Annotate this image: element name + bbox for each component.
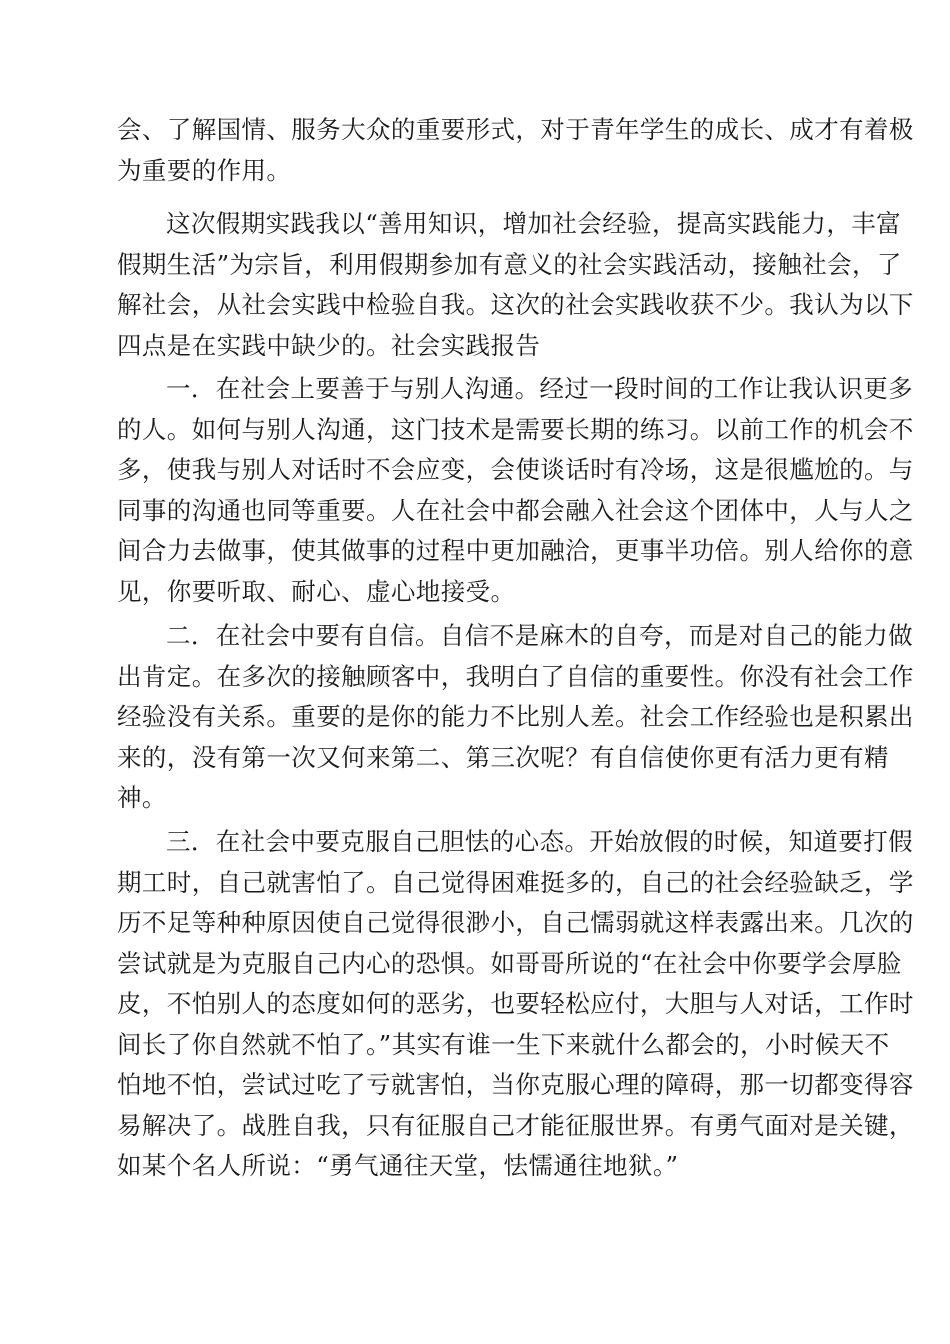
paragraph-line: 历不足等种种原因使自己觉得很渺小，自己懦弱就这样表露出来。几次的 [117, 908, 914, 937]
paragraph-line: 假期生活”为宗旨，利用假期参加有意义的社会实践活动，接触社会，了 [117, 249, 902, 279]
paragraph-line: 间合力去做事，使其做事的过程中更加融洽，更事半功倍。别人给你的意 [117, 536, 914, 565]
paragraph-intro [117, 204, 914, 366]
paragraph-line: 尝试就是为克服自己内心的恐惧。如哥哥所说的“在社会中你要学会厚脸 [117, 948, 902, 978]
paragraph-line: 解社会，从社会实践中检验自我。这次的社会实践收获不少。我认为以下 [117, 290, 914, 319]
paragraph-line: 三．在社会中要克服自己胆怯的心态。开始放假的时候，知道要打假 [166, 827, 913, 856]
paragraph-line: 同事的沟通也同等重要。人在社会中都会融入社会这个团体中，人与人之 [117, 495, 914, 525]
paragraph-line: 如某个名人所说：“勇气通往天堂，怯懦通往地狱。” [117, 1151, 679, 1180]
paragraph-point-three [117, 822, 914, 1187]
paragraph-line: 皮，不怕别人的态度如何的恶劣，也要轻松应付，大胆与人对话，工作时 [117, 989, 914, 1018]
paragraph-line: 期工时，自己就害怕了。自己觉得困难挺多的，自己的社会经验缺乏，学 [117, 867, 914, 897]
paragraph-line: 神。 [117, 783, 167, 812]
paragraph-line: 会、了解国情、服务大众的重要形式，对于青年学生的成长、成才有着极 [117, 115, 914, 144]
paragraph-line: 经验没有关系。重要的是你的能力不比别人差。社会工作经验也是积累出 [117, 702, 914, 731]
paragraph-line: 二．在社会中要有自信。自信不是麻木的自夸，而是对自己的能力做 [166, 621, 913, 650]
paragraph-line: 这次假期实践我以“善用知识，增加社会经验，提高实践能力，丰富 [166, 209, 902, 238]
paragraph-line: 一．在社会上要善于与别人沟通。经过一段时间的工作让我认识更多 [166, 374, 913, 403]
paragraph-line: 间长了你自然就不怕了。”其实有谁一生下来就什么都会的，小时候天不 [117, 1029, 890, 1059]
paragraph-line: 的人。如何与别人沟通，这门技术是需要长期的练习。以前工作的机会不 [117, 414, 914, 444]
paragraph-line: 易解决了。战胜自我，只有征服自己才能征服世界。有勇气面对是关键， [117, 1110, 914, 1140]
paragraph-line: 怕地不怕，尝试过吃了亏就害怕，当你克服心理的障碍，那一切都变得容 [117, 1070, 914, 1099]
paragraph-line: 来的，没有第一次又何来第二、第三次呢？有自信使你更有活力更有精 [117, 742, 889, 772]
paragraph-continuation [117, 110, 914, 191]
paragraph-point-one [117, 369, 914, 612]
paragraph-point-two [117, 616, 914, 819]
paragraph-line: 多，使我与别人对话时不会应变，会使谈话时有冷场，这是很尴尬的。与 [117, 455, 914, 484]
paragraph-line: 见，你要听取、耐心、虚心地接受。 [117, 576, 516, 606]
paragraph-line: 出肯定。在多次的接触顾客中，我明白了自信的重要性。你没有社会工作 [117, 661, 914, 691]
paragraph-line: 为重要的作用。 [117, 155, 292, 185]
paragraph-line: 四点是在实践中缺少的。社会实践报告 [117, 330, 541, 360]
